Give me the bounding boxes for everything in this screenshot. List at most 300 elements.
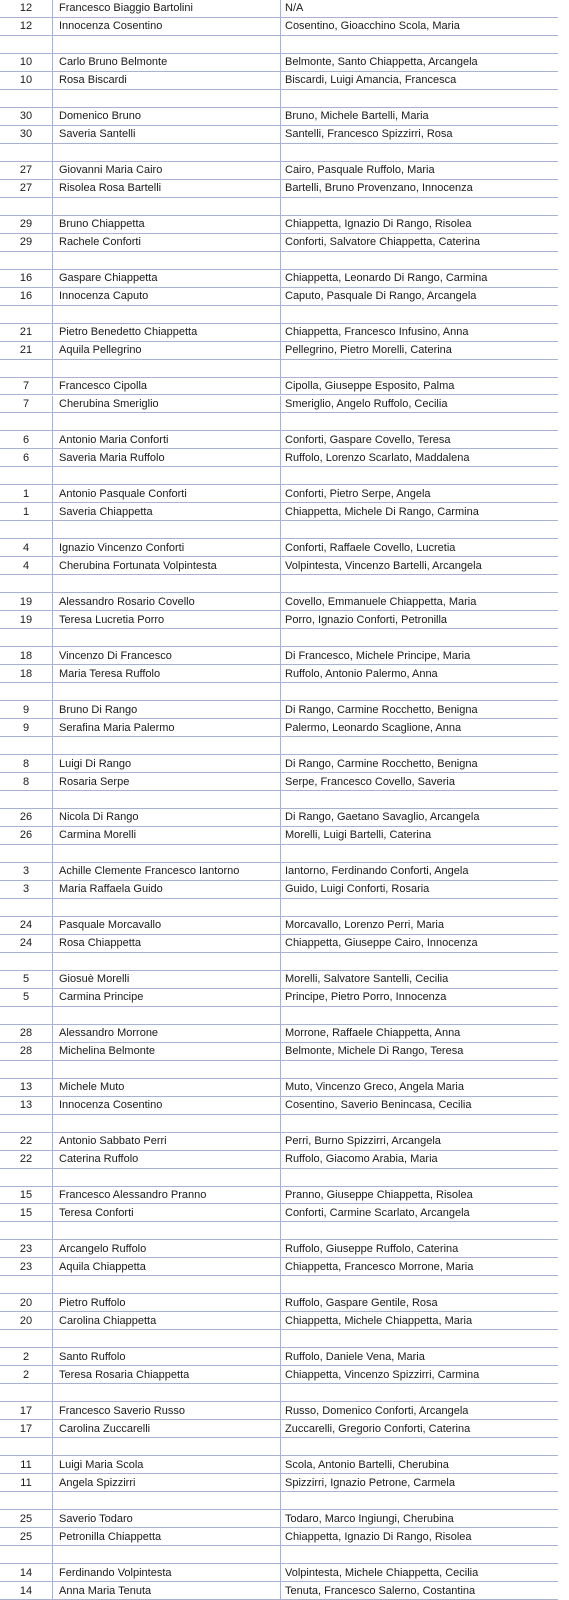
row-number-cell[interactable]	[0, 737, 52, 754]
parents-cell[interactable]: Tenuta, Francesco Salerno, Costantina	[280, 1582, 558, 1599]
parents-cell[interactable]: Zuccarelli, Gregorio Conforti, Caterina	[280, 1420, 558, 1437]
row-number-cell[interactable]: 11	[20, 1458, 32, 1471]
table-row	[0, 1492, 558, 1510]
row-number-cell[interactable]: 10	[19, 74, 33, 87]
person-name-cell[interactable]	[52, 252, 280, 269]
row-number-cell[interactable]	[0, 1438, 52, 1455]
row-number-cell[interactable]	[0, 90, 52, 107]
row-number-cell[interactable]: 25	[19, 1530, 33, 1543]
parents-cell[interactable]	[280, 90, 558, 107]
parents-cell[interactable]: Smeriglio, Angelo Ruffolo, Cecilia	[280, 396, 558, 413]
row-number-cell[interactable]: 13	[19, 1081, 33, 1094]
table-row	[0, 54, 558, 72]
parents-cell[interactable]: Chiappetta, Francesco Morrone, Maria	[280, 1258, 558, 1275]
row-number-cell[interactable]: 2	[22, 1368, 30, 1381]
parents-cell[interactable]: Cosentino, Saverio Benincasa, Cecilia	[280, 1097, 558, 1114]
table-row	[0, 1546, 558, 1564]
person-name-cell[interactable]	[52, 629, 280, 646]
row-number-cell[interactable]: 22	[19, 1135, 33, 1148]
parents-cell[interactable]: Chiappetta, Michele Di Rango, Carmina	[280, 503, 558, 520]
table-row	[0, 755, 558, 773]
table-row	[0, 629, 558, 647]
row-number-cell[interactable]: 9	[22, 703, 30, 716]
parents-cell[interactable]	[280, 1276, 558, 1293]
row-number-cell[interactable]: 27	[19, 182, 33, 195]
person-name-cell[interactable]	[52, 1330, 280, 1347]
person-name-cell[interactable]: Petronilla Chiappetta	[52, 1528, 280, 1545]
parents-cell[interactable]: Belmonte, Michele Di Rango, Teresa	[280, 1043, 558, 1060]
parents-cell[interactable]	[280, 737, 558, 754]
parents-cell[interactable]	[280, 953, 558, 970]
row-number-cell[interactable]	[0, 683, 52, 700]
parents-cell[interactable]	[280, 198, 558, 215]
table-row	[0, 342, 558, 360]
row-number-cell[interactable]: 26	[19, 829, 33, 842]
row-number-cell[interactable]: 18	[19, 649, 33, 662]
parents-cell[interactable]: Conforti, Gaspare Covello, Teresa	[280, 431, 558, 448]
parents-cell[interactable]: Porro, Ignazio Conforti, Petronilla	[280, 611, 558, 628]
person-name-cell[interactable]: Ignazio Vincenzo Conforti	[52, 539, 280, 556]
parents-cell[interactable]: Cipolla, Giuseppe Esposito, Palma	[280, 378, 558, 395]
parents-cell[interactable]	[280, 413, 558, 430]
parents-cell[interactable]: Ruffolo, Lorenzo Scarlato, Maddalena	[280, 449, 558, 466]
row-number-cell[interactable]: 13	[19, 1099, 33, 1112]
row-number-cell[interactable]: 17	[19, 1404, 33, 1417]
parents-cell[interactable]: Morrone, Raffaele Chiappetta, Anna	[280, 1025, 558, 1042]
table-row	[0, 0, 558, 18]
parents-cell[interactable]	[280, 252, 558, 269]
table-row	[0, 1276, 558, 1294]
table-row	[0, 575, 558, 593]
parents-cell[interactable]	[280, 360, 558, 377]
row-number-cell[interactable]: 22	[19, 1153, 33, 1166]
row-number-cell[interactable]	[0, 1492, 52, 1509]
parents-cell[interactable]: Principe, Pietro Porro, Innocenza	[280, 989, 558, 1006]
row-number-cell[interactable]	[0, 521, 52, 538]
person-name-cell[interactable]	[52, 1222, 280, 1239]
person-name-cell[interactable]: Francesco Cipolla	[52, 378, 280, 395]
person-name-cell[interactable]: Carlo Bruno Belmonte	[52, 54, 280, 71]
parents-cell[interactable]: Ruffolo, Daniele Vena, Maria	[280, 1348, 558, 1365]
parents-cell[interactable]	[280, 683, 558, 700]
row-number-cell[interactable]	[0, 306, 52, 323]
row-number-cell[interactable]: 7	[22, 397, 30, 410]
person-name-cell[interactable]	[52, 413, 280, 430]
person-name-cell[interactable]: Serafina Maria Palermo	[52, 719, 280, 736]
row-number-cell[interactable]: 2	[22, 1350, 30, 1363]
person-name-cell[interactable]: Rosa Biscardi	[52, 72, 280, 89]
row-number-cell[interactable]: 7	[22, 380, 30, 392]
parents-cell[interactable]: Ruffolo, Giuseppe Ruffolo, Caterina	[280, 1240, 558, 1257]
person-name-cell[interactable]	[52, 845, 280, 862]
parents-cell[interactable]	[280, 899, 558, 916]
row-number-cell[interactable]	[0, 36, 52, 53]
row-number-cell[interactable]: 26	[19, 811, 33, 824]
person-name-cell[interactable]: Rosaria Serpe	[52, 773, 280, 790]
parents-cell[interactable]: Di Rango, Carmine Rocchetto, Benigna	[280, 755, 558, 772]
person-name-cell[interactable]	[52, 36, 280, 53]
parents-cell[interactable]: Perri, Burno Spizzirri, Arcangela	[280, 1133, 558, 1150]
row-number-cell[interactable]: 23	[19, 1260, 33, 1273]
person-name-cell[interactable]: Saveria Maria Ruffolo	[52, 449, 280, 466]
parents-cell[interactable]: Muto, Vincenzo Greco, Angela Maria	[280, 1079, 558, 1096]
parents-cell[interactable]: Bruno, Michele Bartelli, Maria	[280, 108, 558, 125]
row-number-cell[interactable]	[0, 1276, 52, 1293]
person-name-cell[interactable]: Francesco Saverio Russo	[52, 1402, 280, 1419]
person-name-cell[interactable]	[52, 306, 280, 323]
parents-cell[interactable]: Santelli, Francesco Spizzirri, Rosa	[280, 126, 558, 143]
parents-cell[interactable]	[280, 629, 558, 646]
parents-cell[interactable]	[280, 1115, 558, 1132]
person-name-cell[interactable]: Innocenza Cosentino	[52, 1097, 280, 1114]
row-number-cell[interactable]: 28	[19, 1027, 33, 1040]
parents-cell[interactable]: Di Francesco, Michele Principe, Maria	[280, 647, 558, 664]
person-name-cell[interactable]	[52, 1438, 280, 1455]
row-number-cell[interactable]: 19	[19, 595, 33, 608]
person-name-cell[interactable]: Luigi Di Rango	[52, 755, 280, 772]
person-name-cell[interactable]: Rosa Chiappetta	[52, 935, 280, 952]
row-number-cell[interactable]: 27	[19, 164, 33, 177]
row-number-cell[interactable]: 24	[19, 937, 33, 950]
person-name-cell[interactable]: Pietro Benedetto Chiappetta	[52, 324, 280, 341]
row-number-cell[interactable]: 14	[19, 1566, 33, 1579]
person-name-cell[interactable]: Alessandro Rosario Covello	[52, 593, 280, 610]
person-name-cell[interactable]: Giosuè Morelli	[52, 971, 280, 988]
person-name-cell[interactable]: Michelina Belmonte	[52, 1043, 280, 1060]
row-number-cell[interactable]	[0, 413, 52, 430]
parents-cell[interactable]	[280, 144, 558, 161]
row-number-cell[interactable]	[0, 575, 52, 592]
parents-cell[interactable]	[280, 1384, 558, 1401]
row-number-cell[interactable]: 20	[19, 1296, 33, 1309]
person-name-cell[interactable]: Teresa Conforti	[52, 1204, 280, 1221]
parents-cell[interactable]	[280, 1007, 558, 1024]
person-name-cell[interactable]: Antonio Maria Conforti	[52, 431, 280, 448]
row-number-cell[interactable]: 12	[19, 2, 33, 15]
parents-cell[interactable]	[280, 306, 558, 323]
parents-cell[interactable]	[280, 36, 558, 53]
person-name-cell[interactable]	[52, 683, 280, 700]
parents-cell[interactable]: Chiappetta, Francesco Infusino, Anna	[280, 324, 558, 341]
parents-cell[interactable]: Covello, Emmanuele Chiappetta, Maria	[280, 593, 558, 610]
person-name-cell[interactable]	[52, 467, 280, 484]
row-number-cell[interactable]	[0, 1115, 52, 1132]
table-row	[0, 1187, 558, 1205]
parents-cell[interactable]	[280, 1546, 558, 1563]
parents-cell[interactable]: Pranno, Giuseppe Chiappetta, Risolea	[280, 1187, 558, 1204]
parents-cell[interactable]: Chiappetta, Vincenzo Spizzirri, Carmina	[280, 1366, 558, 1383]
row-number-cell[interactable]: 30	[19, 110, 33, 123]
table-row	[0, 881, 558, 899]
row-number-cell[interactable]: 15	[19, 1189, 33, 1201]
table-row	[0, 1097, 558, 1115]
parents-cell[interactable]: Chiappetta, Giuseppe Cairo, Innocenza	[280, 935, 558, 952]
parents-cell[interactable]: Ruffolo, Giacomo Arabia, Maria	[280, 1151, 558, 1168]
person-name-cell[interactable]	[52, 791, 280, 808]
row-number-cell[interactable]: 10	[19, 56, 33, 69]
parents-cell[interactable]: Iantorno, Ferdinando Conforti, Angela	[280, 863, 558, 880]
row-number-cell[interactable]	[0, 1061, 52, 1078]
parents-cell[interactable]: Di Rango, Carmine Rocchetto, Benigna	[280, 701, 558, 718]
parents-cell[interactable]: Todaro, Marco Ingiungi, Cherubina	[280, 1510, 558, 1527]
table-row	[0, 324, 558, 342]
person-name-cell[interactable]	[52, 198, 280, 215]
parents-cell[interactable]: Belmonte, Santo Chiappetta, Arcangela	[280, 54, 558, 71]
person-name-cell[interactable]: Anna Maria Tenuta	[52, 1582, 280, 1599]
person-name-cell[interactable]: Cherubina Fortunata Volpintesta	[52, 557, 280, 574]
person-name-cell[interactable]: Innocenza Cosentino	[52, 18, 280, 35]
table-row	[0, 198, 558, 216]
row-number-cell[interactable]	[0, 953, 52, 970]
row-number-cell[interactable]	[0, 252, 52, 269]
person-name-cell[interactable]: Teresa Lucretia Porro	[52, 611, 280, 628]
row-number-cell[interactable]: 3	[22, 883, 30, 896]
row-number-cell[interactable]: 21	[19, 344, 33, 357]
table-row	[0, 503, 558, 521]
row-number-cell[interactable]	[0, 845, 52, 862]
parents-cell[interactable]	[280, 1061, 558, 1078]
row-number-cell[interactable]: 20	[19, 1314, 33, 1327]
parents-cell[interactable]: Palermo, Leonardo Scaglione, Anna	[280, 719, 558, 736]
parents-cell[interactable]: Chiappetta, Ignazio Di Rango, Risolea	[280, 216, 558, 233]
row-number-cell[interactable]: 21	[19, 326, 33, 339]
row-number-cell[interactable]: 30	[19, 128, 33, 141]
row-number-cell[interactable]: 19	[19, 613, 33, 626]
person-name-cell[interactable]: Caterina Ruffolo	[52, 1151, 280, 1168]
person-name-cell[interactable]: Bruno Chiappetta	[52, 216, 280, 233]
row-number-cell[interactable]	[0, 1546, 52, 1563]
person-name-cell[interactable]	[52, 1169, 280, 1186]
row-number-cell[interactable]	[0, 1330, 52, 1347]
person-name-cell[interactable]: Carmina Principe	[52, 989, 280, 1006]
row-number-cell[interactable]	[0, 1007, 52, 1024]
parents-cell[interactable]: Conforti, Raffaele Covello, Lucretia	[280, 539, 558, 556]
parents-cell[interactable]: Conforti, Carmine Scarlato, Arcangela	[280, 1204, 558, 1221]
person-name-cell[interactable]: Risolea Rosa Bartelli	[52, 180, 280, 197]
parents-cell[interactable]: Morcavallo, Lorenzo Perri, Maria	[280, 917, 558, 934]
table-row	[0, 1204, 558, 1222]
person-name-cell[interactable]: Teresa Rosaria Chiappetta	[52, 1366, 280, 1383]
person-name-cell[interactable]: Francesco Alessandro Pranno	[52, 1187, 280, 1204]
table-row	[0, 72, 558, 90]
person-name-cell[interactable]	[52, 360, 280, 377]
row-number-cell[interactable]	[0, 1222, 52, 1239]
person-name-cell[interactable]: Angela Spizzirri	[52, 1474, 280, 1491]
person-name-cell[interactable]: Alessandro Morrone	[52, 1025, 280, 1042]
parents-cell[interactable]: Caputo, Pasquale Di Rango, Arcangela	[280, 288, 558, 305]
person-name-cell[interactable]	[52, 1384, 280, 1401]
person-name-cell[interactable]: Michele Muto	[52, 1079, 280, 1096]
parents-cell[interactable]	[280, 1438, 558, 1455]
person-name-cell[interactable]: Cherubina Smeriglio	[52, 396, 280, 413]
person-name-cell[interactable]: Carmina Morelli	[52, 827, 280, 844]
parents-cell[interactable]	[280, 1222, 558, 1239]
person-name-cell[interactable]: Saveria Santelli	[52, 126, 280, 143]
row-number-cell[interactable]	[0, 899, 52, 916]
person-name-cell[interactable]	[52, 1061, 280, 1078]
person-name-cell[interactable]	[52, 953, 280, 970]
parents-cell[interactable]: Morelli, Luigi Bartelli, Caterina	[280, 827, 558, 844]
person-name-cell[interactable]	[52, 1115, 280, 1132]
row-number-cell[interactable]: 8	[22, 757, 30, 770]
person-name-cell[interactable]	[52, 1007, 280, 1024]
person-name-cell[interactable]: Saveria Chiappetta	[52, 503, 280, 520]
person-name-cell[interactable]: Maria Teresa Ruffolo	[52, 665, 280, 682]
parents-cell[interactable]: Volpintesta, Vincenzo Bartelli, Arcangela	[280, 557, 558, 574]
person-name-cell[interactable]: Bruno Di Rango	[52, 701, 280, 718]
person-name-cell[interactable]: Pietro Ruffolo	[52, 1294, 280, 1311]
row-number-cell[interactable]	[0, 467, 52, 484]
person-name-cell[interactable]: Achille Clemente Francesco Iantorno	[52, 863, 280, 880]
parents-cell[interactable]: Biscardi, Luigi Amancia, Francesca	[280, 72, 558, 89]
row-number-cell[interactable]: 1	[22, 487, 30, 500]
parents-cell[interactable]	[280, 467, 558, 484]
row-number-cell[interactable]: 23	[19, 1242, 33, 1255]
parents-cell[interactable]: Cairo, Pasquale Ruffolo, Maria	[280, 162, 558, 179]
person-name-cell[interactable]	[52, 144, 280, 161]
parents-cell[interactable]: Bartelli, Bruno Provenzano, Innocenza	[280, 180, 558, 197]
person-name-cell[interactable]	[52, 1276, 280, 1293]
parents-cell[interactable]	[280, 1330, 558, 1347]
parents-cell[interactable]: Guido, Luigi Conforti, Rosaria	[280, 881, 558, 898]
row-number-cell[interactable]	[0, 1169, 52, 1186]
person-name-cell[interactable]: Luigi Maria Scola	[52, 1456, 280, 1473]
row-number-cell[interactable]	[0, 198, 52, 215]
row-number-cell[interactable]	[0, 629, 52, 646]
person-name-cell[interactable]	[52, 521, 280, 538]
parents-cell[interactable]: Chiappetta, Michele Chiappetta, Maria	[280, 1312, 558, 1329]
table-row	[0, 1115, 558, 1133]
table-row	[0, 647, 558, 665]
table-row	[0, 1258, 558, 1276]
row-number-cell[interactable]: 5	[22, 973, 30, 986]
table-row	[0, 953, 558, 971]
row-number-cell[interactable]	[0, 144, 52, 161]
row-number-cell[interactable]: 28	[19, 1045, 33, 1058]
row-number-cell[interactable]: 4	[22, 541, 30, 554]
parents-cell[interactable]: Volpintesta, Michele Chiappetta, Cecilia	[280, 1564, 558, 1581]
row-number-cell[interactable]: 29	[19, 236, 33, 249]
row-number-cell[interactable]: 16	[19, 272, 33, 285]
parents-cell[interactable]	[280, 521, 558, 538]
parents-cell[interactable]: N/A	[280, 0, 558, 17]
row-number-cell[interactable]	[0, 360, 52, 377]
row-number-cell[interactable]: 25	[19, 1512, 33, 1525]
row-number-cell[interactable]: 1	[22, 505, 30, 518]
person-name-cell[interactable]: Giovanni Maria Cairo	[52, 162, 280, 179]
parents-cell[interactable]	[280, 1492, 558, 1509]
row-number-cell[interactable]: 16	[19, 290, 33, 303]
table-row	[0, 1366, 558, 1384]
table-row	[0, 1007, 558, 1025]
row-number-cell[interactable]: 5	[22, 991, 30, 1004]
table-row	[0, 1330, 558, 1348]
person-name-cell[interactable]: Innocenza Caputo	[52, 288, 280, 305]
row-number-cell[interactable]: 17	[19, 1422, 33, 1435]
person-name-cell[interactable]	[52, 899, 280, 916]
parents-cell[interactable]: Conforti, Salvatore Chiappetta, Caterina	[280, 234, 558, 251]
row-number-cell[interactable]: 8	[22, 775, 30, 788]
parents-cell[interactable]: Pellegrino, Pietro Morelli, Caterina	[280, 342, 558, 359]
person-name-cell[interactable]: Carolina Zuccarelli	[52, 1420, 280, 1437]
row-number-cell[interactable]: 4	[22, 559, 30, 572]
person-name-cell[interactable]: Santo Ruffolo	[52, 1348, 280, 1365]
person-name-cell[interactable]	[52, 737, 280, 754]
row-number-cell[interactable]: 3	[22, 865, 30, 878]
row-number-cell[interactable]: 18	[19, 667, 33, 680]
row-number-cell[interactable]: 6	[22, 451, 30, 464]
table-row	[0, 1582, 558, 1600]
parents-cell[interactable]	[280, 575, 558, 592]
person-name-cell[interactable]: Gaspare Chiappetta	[52, 270, 280, 287]
table-row	[0, 1169, 558, 1187]
person-name-cell[interactable]	[52, 1492, 280, 1509]
person-name-cell[interactable]	[52, 575, 280, 592]
person-name-cell[interactable]: Saverio Todaro	[52, 1510, 280, 1527]
parents-cell[interactable]: Ruffolo, Gaspare Gentile, Rosa	[280, 1294, 558, 1311]
parents-cell[interactable]: Ruffolo, Antonio Palermo, Anna	[280, 665, 558, 682]
parents-cell[interactable]: Conforti, Pietro Serpe, Angela	[280, 485, 558, 502]
parents-cell[interactable]	[280, 1169, 558, 1186]
person-name-cell[interactable]	[52, 90, 280, 107]
person-name-cell[interactable]: Aquila Chiappetta	[52, 1258, 280, 1275]
row-number-cell[interactable]	[0, 1384, 52, 1401]
row-number-cell[interactable]: 9	[22, 721, 30, 734]
person-name-cell[interactable]: Rachele Conforti	[52, 234, 280, 251]
parents-cell[interactable]: Serpe, Francesco Covello, Saveria	[280, 773, 558, 790]
person-name-cell[interactable]: Arcangelo Ruffolo	[52, 1240, 280, 1257]
table-row	[0, 1312, 558, 1330]
person-name-cell[interactable]: Nicola Di Rango	[52, 809, 280, 826]
row-number-cell[interactable]: 12	[19, 20, 33, 33]
row-number-cell[interactable]: 15	[19, 1206, 33, 1219]
parents-cell[interactable]: Chiappetta, Ignazio Di Rango, Risolea	[280, 1528, 558, 1545]
person-name-cell[interactable]: Aquila Pellegrino	[52, 342, 280, 359]
parents-cell[interactable]: Morelli, Salvatore Santelli, Cecilia	[280, 971, 558, 988]
parents-cell[interactable]: Scola, Antonio Bartelli, Cherubina	[280, 1456, 558, 1473]
person-name-cell[interactable]: Vincenzo Di Francesco	[52, 647, 280, 664]
person-name-cell[interactable]: Ferdinando Volpintesta	[52, 1564, 280, 1581]
table-row	[0, 162, 558, 180]
parents-cell[interactable]: Chiappetta, Leonardo Di Rango, Carmina	[280, 270, 558, 287]
row-number-cell[interactable]: 6	[22, 433, 30, 446]
row-number-cell[interactable]: 14	[19, 1584, 33, 1597]
table-row	[0, 288, 558, 306]
person-name-cell[interactable]: Domenico Bruno	[52, 108, 280, 125]
person-name-cell[interactable]: Antonio Sabbato Perri	[52, 1133, 280, 1150]
person-name-cell[interactable]: Maria Raffaela Guido	[52, 881, 280, 898]
row-number-cell[interactable]: 11	[20, 1476, 32, 1489]
parents-cell[interactable]: Spizzirri, Ignazio Petrone, Carmela	[280, 1474, 558, 1491]
table-row	[0, 1294, 558, 1312]
row-number-cell[interactable]: 29	[19, 218, 33, 231]
table-row	[0, 935, 558, 953]
person-name-cell[interactable]: Antonio Pasquale Conforti	[52, 485, 280, 502]
row-number-cell[interactable]	[0, 791, 52, 808]
parents-cell[interactable]: Cosentino, Gioacchino Scola, Maria	[280, 18, 558, 35]
table-row	[0, 18, 558, 36]
parents-cell[interactable]: Di Rango, Gaetano Savaglio, Arcangela	[280, 809, 558, 826]
table-row	[0, 126, 558, 144]
row-number-cell[interactable]: 24	[19, 919, 33, 932]
parents-cell[interactable]: Russo, Domenico Conforti, Arcangela	[280, 1402, 558, 1419]
person-name-cell[interactable]: Carolina Chiappetta	[52, 1312, 280, 1329]
parents-cell[interactable]	[280, 791, 558, 808]
person-name-cell[interactable]: Francesco Biaggio Bartolini	[52, 0, 280, 17]
person-name-cell[interactable]: Pasquale Morcavallo	[52, 917, 280, 934]
parents-cell[interactable]	[280, 845, 558, 862]
person-name-cell[interactable]	[52, 1546, 280, 1563]
